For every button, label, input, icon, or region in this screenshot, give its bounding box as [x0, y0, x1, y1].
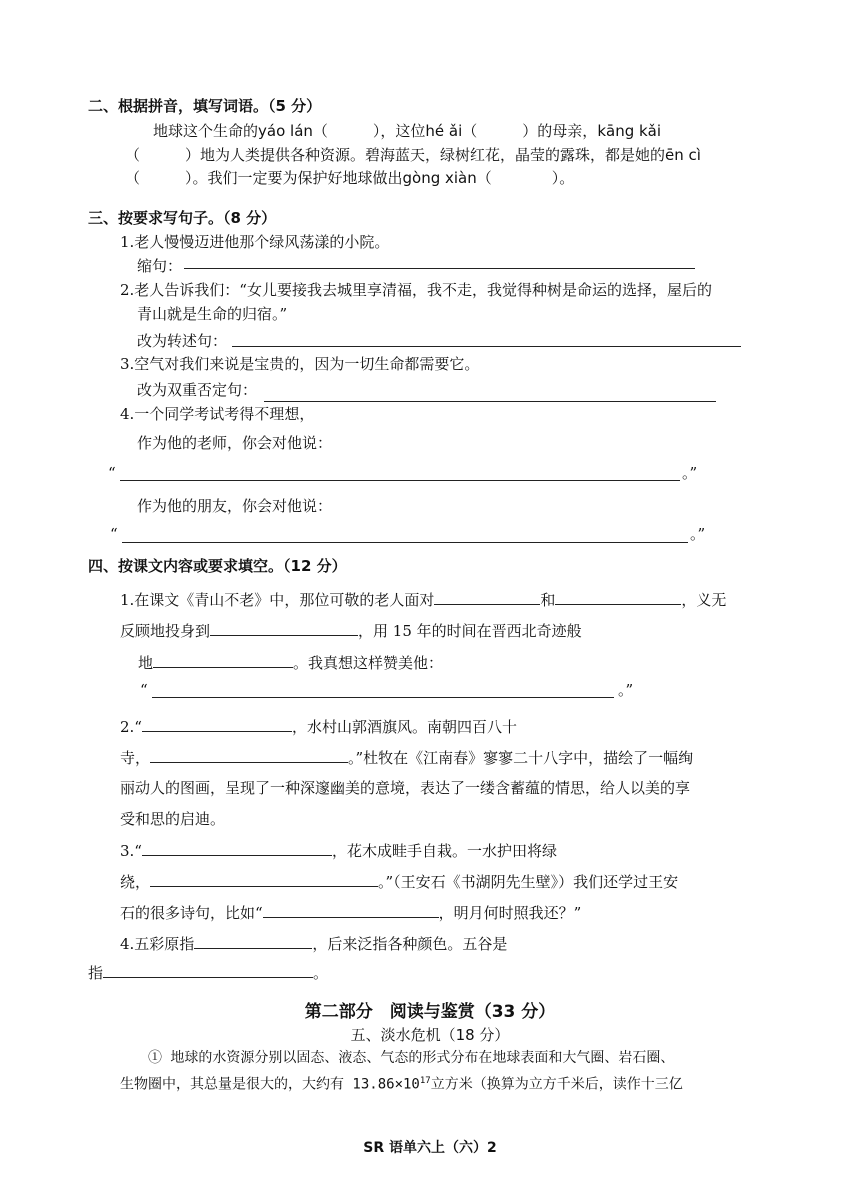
text: 。”杜牧在《江南春》寥寥二十八字中，描绘了一幅绚	[348, 749, 694, 767]
question-4-3-line-3	[120, 902, 581, 923]
text: 2.“	[120, 718, 142, 736]
question-4-1-line-3	[138, 652, 443, 673]
pinyin-heai: hé ǎi	[425, 122, 463, 140]
text: 绕，	[120, 873, 151, 891]
text: 1.在课文《青山不老》中，那位可敬的老人面对	[120, 591, 435, 609]
reading-title: 五、淡水危机（18 分）	[350, 1026, 510, 1044]
text: ，明月何时照我还？”	[438, 904, 582, 922]
open-quote: “	[108, 464, 116, 482]
question-4-2-line-1	[120, 716, 517, 737]
answer-line[interactable]	[152, 697, 614, 698]
fill-blank[interactable]	[153, 652, 293, 668]
fill-blank[interactable]	[142, 840, 332, 856]
text: 。我真想这样赞美他：	[293, 654, 444, 672]
text: ，花木成畦手自栽。一水护田将绿	[331, 842, 557, 860]
text: ，义无	[681, 591, 727, 609]
pinyin-gongxian: gòng xiàn	[402, 169, 477, 187]
reading-paragraph-1-line-2	[120, 1071, 683, 1095]
section-3-title: 三、按要求写句子。（8 分）	[88, 209, 277, 227]
answer-line[interactable]	[232, 346, 741, 347]
question-3-2-line-1: 2.老人告诉我们：“女儿要接我去城里享清福，我不走，我觉得种树是命运的选择，屋后的	[120, 281, 712, 299]
fill-blank[interactable]	[103, 962, 313, 978]
page-footer: SR 语单六上（六）2	[363, 1140, 497, 1156]
question-3-4: 4.一个同学考试考得不理想，	[120, 405, 315, 423]
question-4-1-line-1	[120, 589, 726, 610]
text: 。”（王安石《书湖阴先生壁》）我们还学过王安	[378, 873, 679, 891]
text: 3.“	[120, 842, 142, 860]
fill-blank[interactable]	[150, 871, 378, 887]
close-quote: 。”	[690, 525, 706, 543]
close-quote: 。”	[682, 464, 698, 482]
fill-blank[interactable]	[263, 902, 439, 918]
text: 和	[540, 591, 556, 609]
question-4-2-line-3: 丽动人的图画，呈现了一种深邃幽美的意境，表达了一缕含蓄蕴的情思，给人以美的享	[120, 779, 691, 797]
fill-blank[interactable]	[210, 620, 358, 636]
fill-blank[interactable]	[555, 589, 681, 605]
question-3-4-teacher: 作为他的老师，你会对他说：	[137, 434, 333, 452]
question-4-2-line-2	[120, 747, 693, 768]
pinyin-yaolan: yáo lán	[258, 122, 313, 140]
open-quote: “	[140, 681, 148, 699]
pinyin-kangkai: kāng kǎi	[597, 122, 662, 140]
close-quote: 。”	[618, 681, 634, 699]
text: ，水村山郭酒旗风。南朝四百八十	[291, 718, 517, 736]
fill-blank[interactable]	[194, 933, 312, 949]
reading-paragraph-1-line-1: ① 地球的水资源分别以固态、液态、气态的形式分布在地球表面和大气圈、岩石圈、	[148, 1050, 675, 1066]
question-3-1: 1.老人慢慢迈进他那个绿风荡漾的小院。	[120, 233, 390, 251]
text: 地	[138, 654, 154, 672]
section-2-line-2	[125, 145, 701, 165]
text: 地球这个生命的	[153, 122, 259, 140]
text: 寺，	[120, 749, 151, 767]
text: （ ）。	[476, 169, 575, 187]
text: （ ）地为人类提供各种资源。碧海蓝天，绿树红花，晶莹的露珠，都是她的	[125, 146, 666, 164]
part-2-title: 第二部分 阅读与鉴赏（33 分）	[304, 1002, 556, 1022]
text: （ ）。我们一定要为保护好地球做出	[125, 169, 403, 187]
section-2-line-3	[125, 168, 574, 188]
question-3-1-label: 缩句：	[137, 257, 183, 275]
answer-line[interactable]	[264, 401, 716, 402]
text: 4.五彩原指	[120, 935, 195, 953]
question-3-3-label: 改为双重否定句：	[137, 381, 258, 399]
question-4-3-line-1	[120, 840, 557, 861]
question-4-3-line-2	[120, 871, 678, 892]
text: 。	[313, 964, 329, 982]
text: 立方米（换算为立方千米后，读作十三亿	[430, 1076, 683, 1093]
question-3-4-friend: 作为他的朋友，你会对他说：	[137, 497, 333, 515]
fill-blank[interactable]	[150, 747, 348, 763]
question-3-3: 3.空气对我们来说是宝贵的，因为一切生命都需要它。	[120, 355, 480, 373]
text: （ ）的母亲，	[462, 122, 598, 140]
answer-line[interactable]	[122, 542, 688, 543]
question-3-2-line-2: 青山就是生命的归宿。”	[137, 305, 288, 323]
question-4-4-line-2	[88, 962, 328, 983]
text: 石的很多诗句，比如“	[120, 904, 263, 922]
section-2-title: 二、根据拼音，填写词语。（5 分）	[88, 97, 322, 115]
question-3-2-label: 改为转述句：	[137, 332, 228, 350]
question-4-1-line-2	[120, 620, 582, 641]
fill-blank[interactable]	[434, 589, 540, 605]
text: （ ），这位	[312, 122, 426, 140]
text: ，用 15 年的时间在晋西北奇迹般	[358, 622, 582, 640]
text: 生物圈中，其总量是很大的，大约有 13.86×10	[120, 1076, 420, 1093]
answer-line[interactable]	[120, 480, 680, 481]
question-4-4-line-1	[120, 933, 507, 954]
text: 指	[88, 964, 104, 982]
answer-line[interactable]	[184, 268, 695, 269]
question-4-2-line-4: 受和思的启迪。	[120, 810, 226, 828]
open-quote: “	[110, 525, 118, 543]
exponent: 17	[419, 1076, 431, 1086]
text: 反顾地投身到	[120, 622, 211, 640]
fill-blank[interactable]	[142, 716, 292, 732]
pinyin-enci: ēn cì	[665, 146, 701, 164]
section-4-title: 四、按课文内容或要求填空。（12 分）	[88, 557, 347, 575]
text: ，后来泛指各种颜色。五谷是	[312, 935, 508, 953]
section-2-line-1	[153, 121, 661, 141]
